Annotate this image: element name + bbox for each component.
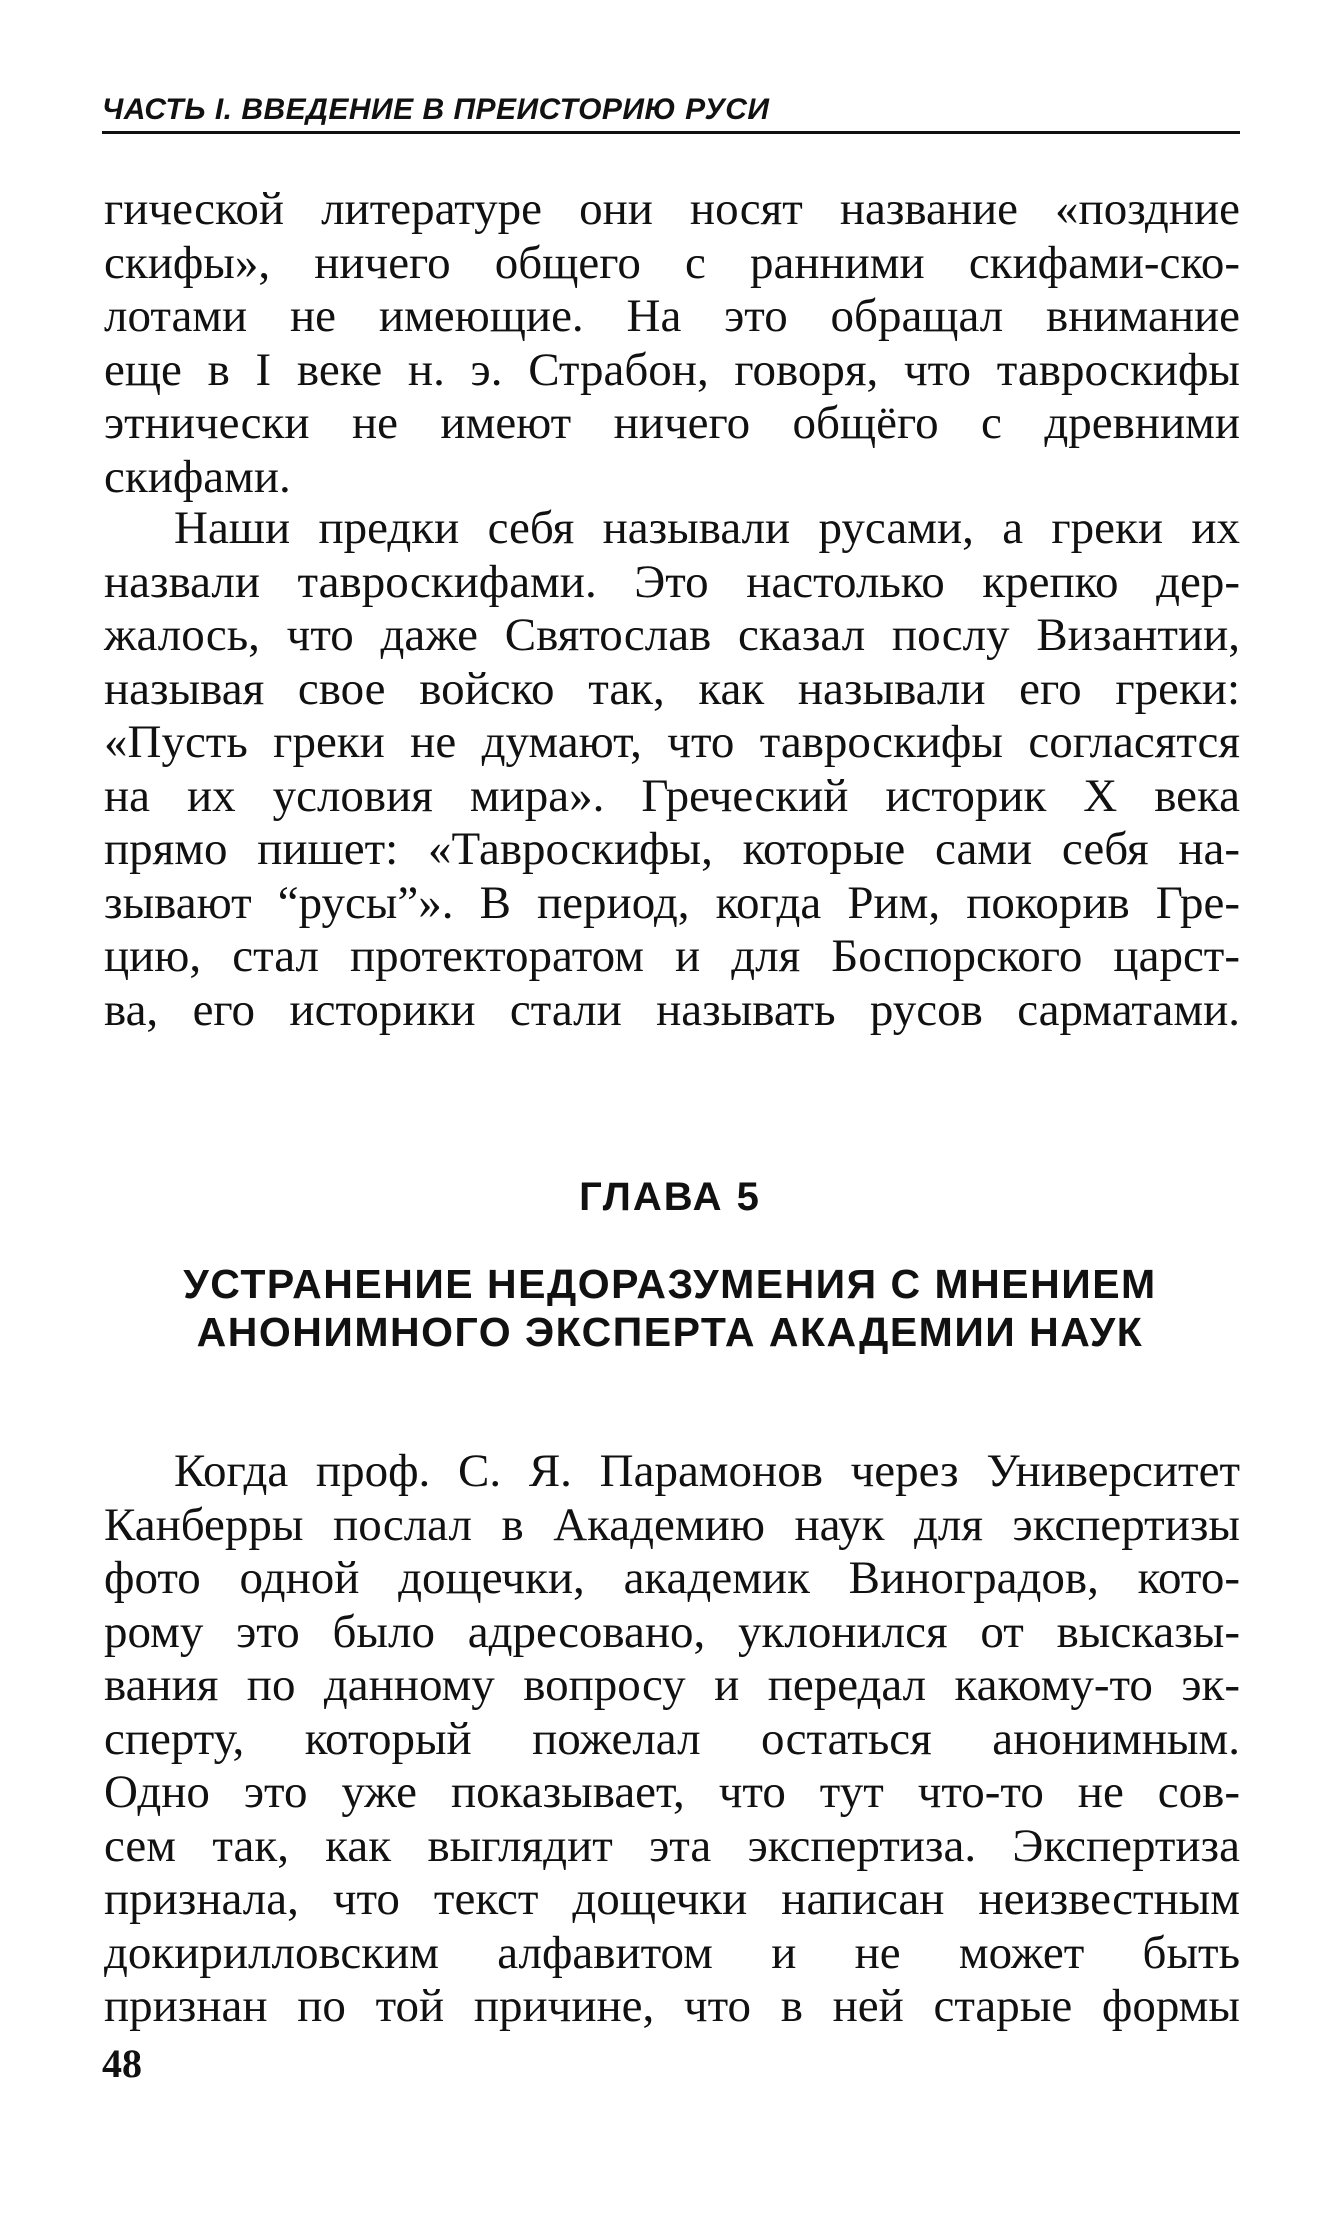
paragraph-continuation: [104, 183, 1240, 504]
text-line: прямо пишет: «Тавроскифы, которые сами себя на-: [104, 823, 1240, 875]
page-number: 48: [102, 2041, 142, 2086]
text-line: Одно это уже показывает, что тут что-то не сов-: [104, 1766, 1240, 1818]
running-header: [102, 92, 1240, 134]
text-line: еще в I веке н. э. Страбон, говоря, что тавроскифы: [104, 343, 1240, 396]
running-header-title: ЧАСТЬ I. ВВЕДЕНИЕ В ПРЕИСТОРИЮ РУСИ: [102, 93, 770, 126]
text-line: лотами не имеющие. На это обращал внимание: [104, 290, 1240, 342]
text-line: ва, его историки стали называть русов сарматами.: [104, 983, 1240, 1036]
text-line: фото одной дощечки, академик Виноградов, кото-: [104, 1552, 1240, 1604]
text-line: гической литературе они носят название «поздние: [104, 183, 1240, 235]
chapter-title: [0, 1260, 1340, 1356]
text-line: вания по данному вопросу и передал какому-то эк-: [104, 1659, 1240, 1711]
text-line: на их условия мира». Греческий историк X века: [104, 769, 1240, 822]
text-line: скифы», ничего общего с ранними скифами-ско-: [104, 236, 1240, 289]
chapter-title-line: УСТРАНЕНИЕ НЕДОРАЗУМЕНИЯ С МНЕНИЕМ: [183, 1261, 1157, 1307]
text-line: Наши предки себя называли русами, а греки их: [174, 502, 1240, 554]
text-line: скифами.: [104, 450, 291, 503]
text-line: Канберры послал в Академию наук для экспертизы: [104, 1498, 1240, 1551]
chapter-label: ГЛАВА 5: [579, 1175, 761, 1219]
paragraph-ancestors: [104, 502, 1240, 1037]
text-line: «Пусть греки не думают, что тавроскифы согласятся: [104, 716, 1240, 768]
text-line: назвали тавроскифами. Это настолько крепко дер-: [104, 555, 1240, 608]
text-line: жалось, что даже Святослав сказал послу Византии,: [104, 609, 1240, 661]
text-line: рому это было адресовано, уклонился от высказы-: [104, 1605, 1240, 1658]
paragraph-paramonov: [104, 1445, 1240, 2034]
text-line: признан по той причине, что в ней старые формы: [104, 1980, 1240, 2032]
text-line: называя свое войско так, как называли его греки:: [104, 662, 1240, 715]
text-line: докирилловским алфавитом и не может быть: [104, 1926, 1240, 1979]
text-line: Когда проф. С. Я. Парамонов через Университет: [174, 1445, 1240, 1497]
text-line: сперту, который пожелал остаться анонимным.: [104, 1712, 1240, 1765]
chapter-title-line: АНОНИМНОГО ЭКСПЕРТА АКАДЕМИИ НАУК: [196, 1309, 1144, 1355]
text-line: зывают “русы”». В период, когда Рим, покорив Гре-: [104, 876, 1240, 929]
text-line: этнически не имеют ничего общёго с древними: [104, 397, 1240, 449]
text-line: сем так, как выглядит эта экспертиза. Экспертиза: [104, 1819, 1240, 1872]
text-line: признала, что текст дощечки написан неизвестным: [104, 1873, 1240, 1925]
text-line: цию, стал протекторатом и для Боспорского царст-: [104, 930, 1240, 982]
